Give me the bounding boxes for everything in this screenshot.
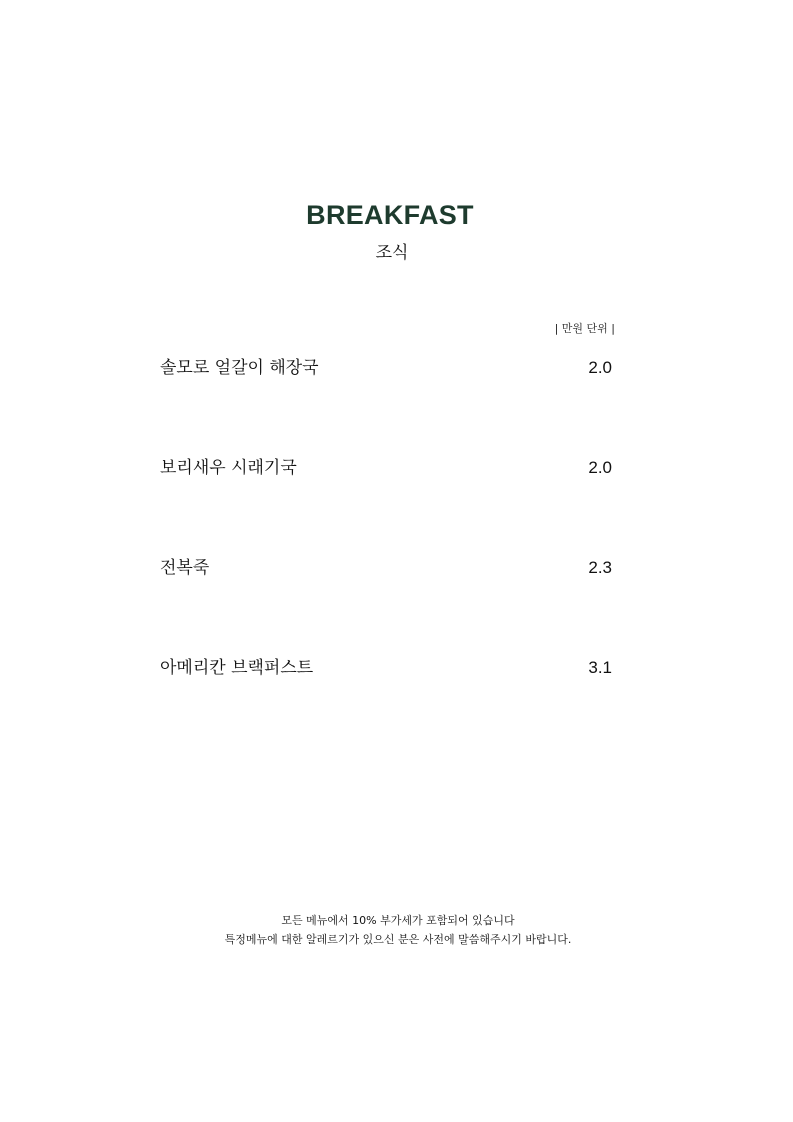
menu-item [160,355,612,455]
footer-notice [0,911,793,949]
menu-item-name: 보리새우 시래기국 [160,458,297,478]
menu-list [160,355,612,755]
page-subtitle: 조식 [375,243,409,263]
price-unit-note: | 만원 단위 | [554,322,615,335]
menu-item-price: 2.3 [588,558,612,577]
menu-item [160,655,612,755]
menu-item-name: 전복죽 [160,558,210,578]
menu-item [160,555,612,655]
vat-notice: 모든 메뉴에서 10% 부가세가 포함되어 있습니다 [281,914,515,927]
menu-item-name: 솔모로 얼갈이 해장국 [160,358,319,378]
menu-item-name: 아메리칸 브랙퍼스트 [160,658,314,678]
menu-item-price: 3.1 [588,658,612,677]
menu-item-price: 2.0 [588,458,612,477]
menu-item [160,455,612,555]
menu-item-price: 2.0 [588,358,612,377]
allergy-notice: 특정메뉴에 대한 알레르기가 있으신 분은 사전에 말씀해주시기 바랍니다. [224,933,572,946]
page-title: BREAKFAST [306,200,474,230]
